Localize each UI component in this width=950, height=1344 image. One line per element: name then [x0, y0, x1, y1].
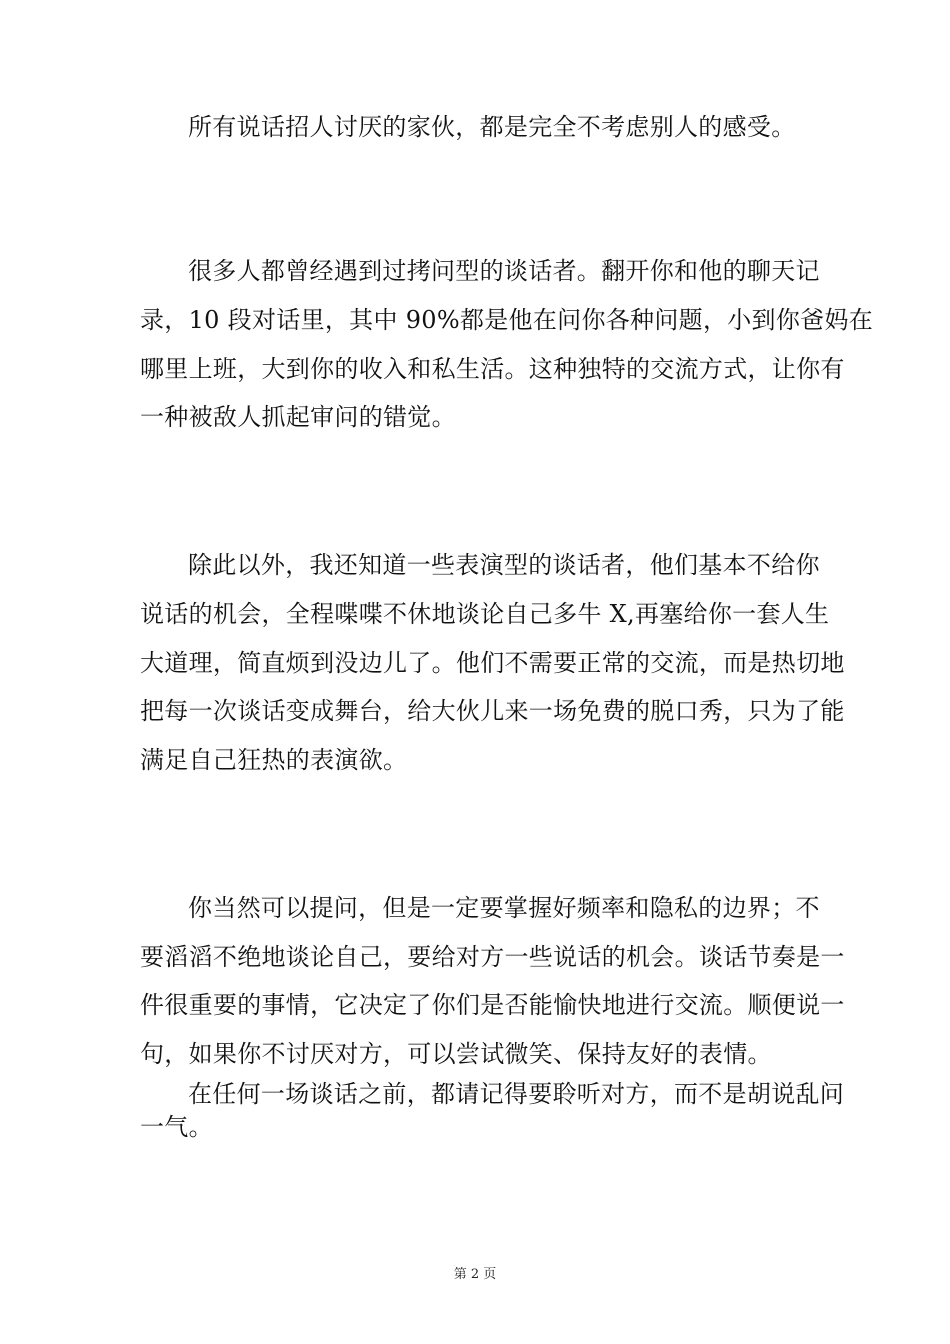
paragraph-3-line-3: 大道理，简直烦到没边儿了。他们不需要正常的交流，而是热切地 [140, 649, 845, 677]
paragraph-1-line-1: 所有说话招人讨厌的家伙，都是完全不考虑别人的感受。 [188, 113, 796, 141]
paragraph-4-line-3: 件很重要的事情，它决定了你们是否能愉快地进行交流。顺便说一 [140, 991, 845, 1019]
paragraph-3-line-5: 满足自己狂热的表演欲。 [140, 746, 408, 774]
paragraph-3-line-1: 除此以外，我还知道一些表演型的谈话者，他们基本不给你 [188, 551, 820, 579]
paragraph-2-line-4: 一种被敌人抓起审问的错觉。 [140, 403, 456, 431]
page-number: 第 2 页 [453, 1267, 497, 1282]
paragraph-5-line-1: 在任何一场谈话之前，都请记得要聆听对方，而不是胡说乱问 [188, 1080, 845, 1108]
paragraph-2-line-1: 很多人都曾经遇到过拷问型的谈话者。翻开你和他的聊天记 [188, 257, 820, 285]
paragraph-5-line-2: 一气。 [140, 1113, 213, 1141]
paragraph-2-line-3: 哪里上班，大到你的收入和私生活。这种独特的交流方式，让你有 [140, 355, 845, 383]
paragraph-3-line-4: 把每一次谈话变成舞台，给大伙儿来一场免费的脱口秀，只为了能 [140, 697, 845, 725]
paragraph-3-line-2: 说话的机会，全程喋喋不休地谈论自己多牛 X,再塞给你一套人生 [140, 600, 830, 628]
paragraph-4-line-2: 要滔滔不绝地谈论自己，要给对方一些说话的机会。谈话节奏是一 [140, 943, 845, 971]
paragraph-4-line-1: 你当然可以提问，但是一定要掌握好频率和隐私的边界；不 [188, 894, 820, 922]
paragraph-4-line-4: 句，如果你不讨厌对方，可以尝试微笑、保持友好的表情。 [140, 1040, 772, 1068]
paragraph-2-line-2: 录，10 段对话里，其中 90%都是他在问你各种问题，小到你爸妈在 [140, 306, 874, 334]
